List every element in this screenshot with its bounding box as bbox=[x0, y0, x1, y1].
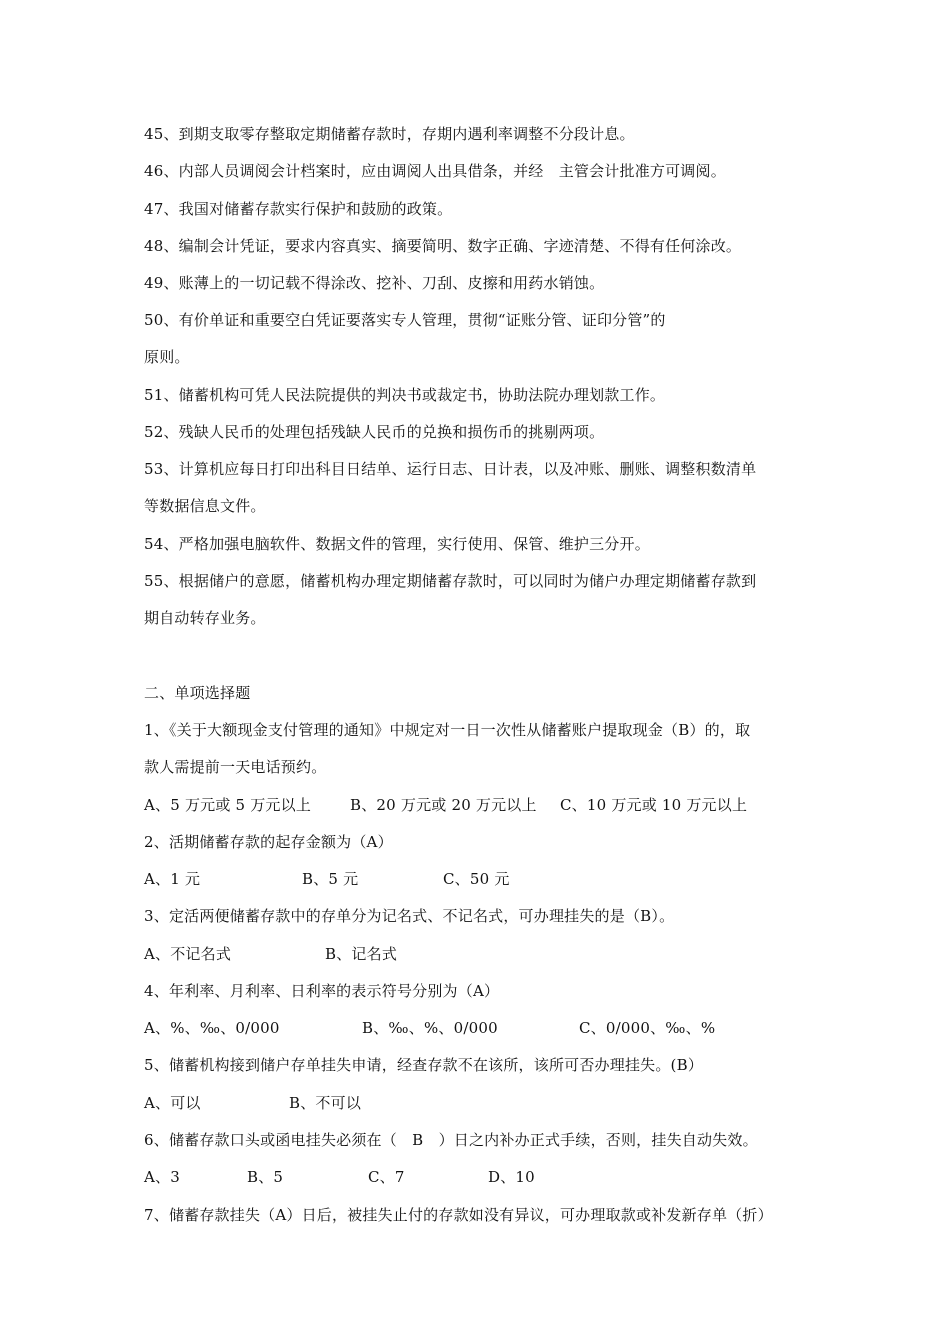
question-45: 45、到期支取零存整取定期储蓄存款时，存期内遇利率调整不分段计息。 bbox=[144, 125, 635, 143]
choice-question-7: 7、储蓄存款挂失（A）日后，被挂失止付的存款如没有异议，可办理取款或补发新存单（折） bbox=[144, 1206, 773, 1224]
choice-question-5: 5、储蓄机构接到储户存单挂失申请，经查存款不在该所，该所可否办理挂失。(B） bbox=[144, 1056, 704, 1074]
choice-question-2: 2、活期储蓄存款的起存金额为（A） bbox=[144, 833, 393, 851]
option-c: C、50 元 bbox=[443, 870, 510, 888]
choice-question-1-continued: 款人需提前一天电话预约。 bbox=[144, 758, 327, 776]
option-c: C、0/000、‰、% bbox=[579, 1019, 716, 1037]
question-52: 52、残缺人民币的处理包括残缺人民币的兑换和损伤币的挑剔两项。 bbox=[144, 423, 605, 441]
question-54: 54、严格加强电脑软件、数据文件的管理，实行使用、保管、维护三分开。 bbox=[144, 535, 650, 553]
question-47: 47、我国对储蓄存款实行保护和鼓励的政策。 bbox=[144, 200, 453, 218]
choice-question-3: 3、定活两便储蓄存款中的存单分为记名式、不记名式，可办理挂失的是（B）。 bbox=[144, 907, 675, 925]
option-a: A、不记名式 bbox=[144, 945, 232, 963]
question-49: 49、账薄上的一切记载不得涂改、挖补、刀刮、皮擦和用药水销蚀。 bbox=[144, 274, 605, 292]
option-a: A、%、‰、0/000 bbox=[144, 1019, 280, 1037]
option-b: B、5 元 bbox=[302, 870, 359, 888]
question-50-continued: 原则。 bbox=[144, 348, 190, 366]
choice-question-4: 4、年利率、月利率、日利率的表示符号分别为（A） bbox=[144, 982, 500, 1000]
question-50: 50、有价单证和重要空白凭证要落实专人管理，贯彻“证账分管、证印分管”的 bbox=[144, 311, 666, 329]
section-heading: 二、单项选择题 bbox=[144, 684, 251, 702]
choice-question-1: 1、《关于大额现金支付管理的通知》中规定对一日一次性从储蓄账户提取现金（B）的，取 bbox=[144, 721, 751, 739]
question-55-continued: 期自动转存业务。 bbox=[144, 609, 266, 627]
option-b: B、不可以 bbox=[289, 1094, 362, 1112]
option-a: A、5 万元或 5 万元以上 bbox=[144, 796, 312, 814]
question-46: 46、内部人员调阅会计档案时，应由调阅人出具借条，并经 主管会计批准方可调阅。 bbox=[144, 162, 726, 180]
option-b: B、‰、%、0/000 bbox=[362, 1019, 498, 1037]
option-b: B、20 万元或 20 万元以上 bbox=[350, 796, 537, 814]
option-b: B、记名式 bbox=[325, 945, 398, 963]
option-a: A、可以 bbox=[144, 1094, 201, 1112]
option-c: C、10 万元或 10 万元以上 bbox=[560, 796, 748, 814]
question-53: 53、计算机应每日打印出科目日结单、运行日志、日计表，以及冲账、删账、调整积数清单 bbox=[144, 460, 757, 478]
option-c: C、7 bbox=[368, 1168, 405, 1186]
option-b: B、5 bbox=[247, 1168, 284, 1186]
question-55: 55、根据储户的意愿，储蓄机构办理定期储蓄存款时，可以同时为储户办理定期储蓄存款到 bbox=[144, 572, 757, 590]
option-a: A、1 元 bbox=[144, 870, 201, 888]
question-53-continued: 等数据信息文件。 bbox=[144, 497, 266, 515]
choice-question-6: 6、储蓄存款口头或函电挂失必须在（ B ）日之内补办正式手续，否则，挂失自动失效。 bbox=[144, 1131, 758, 1149]
question-48: 48、编制会计凭证，要求内容真实、摘要简明、数字正确、字迹清楚、不得有任何涂改。 bbox=[144, 237, 742, 255]
question-51: 51、储蓄机构可凭人民法院提供的判决书或裁定书，协助法院办理划款工作。 bbox=[144, 386, 666, 404]
option-d: D、10 bbox=[488, 1168, 535, 1186]
option-a: A、3 bbox=[144, 1168, 180, 1186]
